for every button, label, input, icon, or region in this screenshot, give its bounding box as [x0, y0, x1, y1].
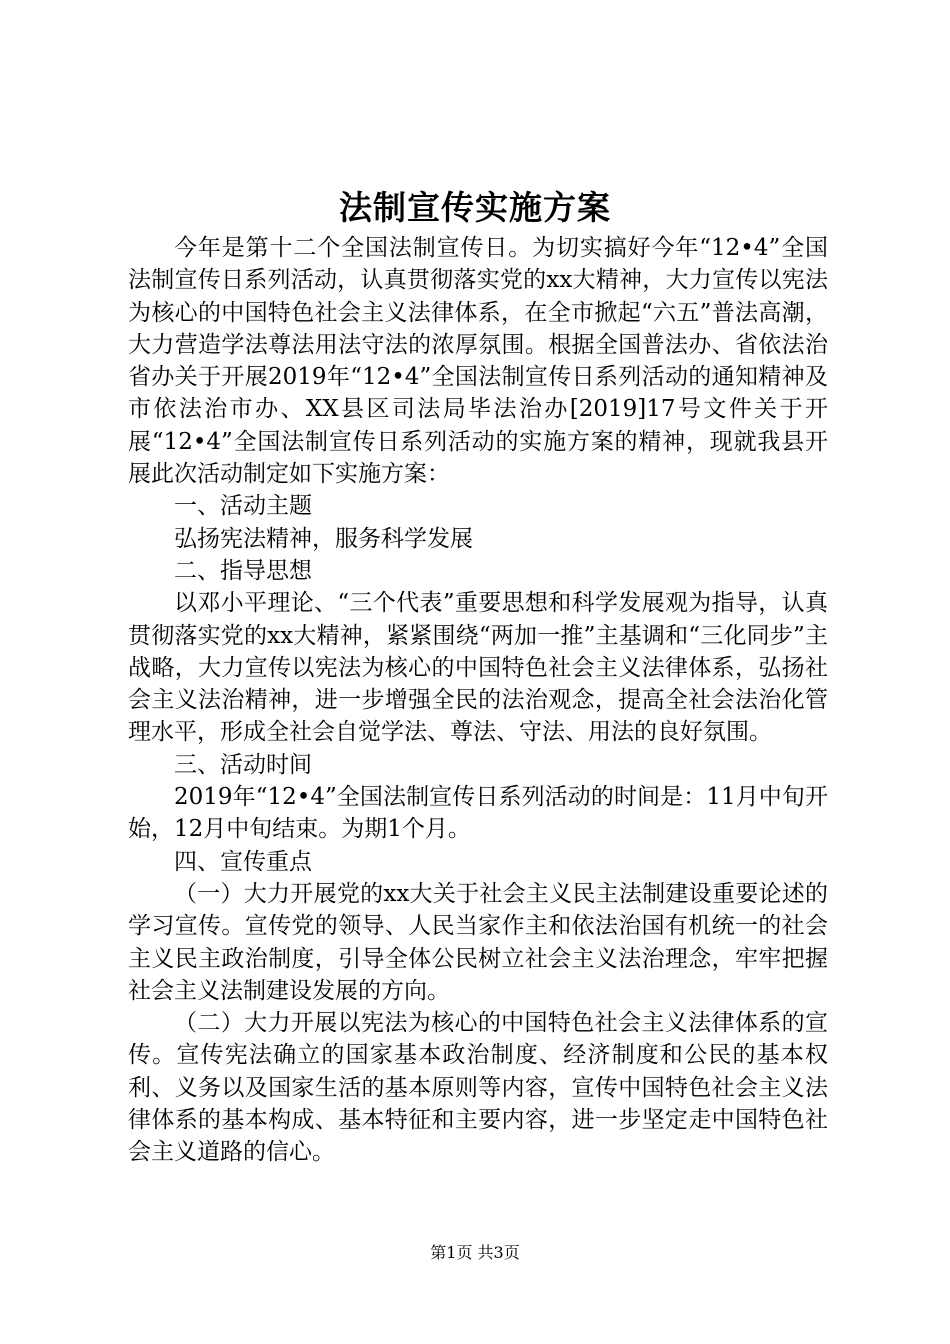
section-heading-guiding-ideology: 二、指导思想	[174, 557, 312, 584]
section-heading-activity-time: 三、活动时间	[174, 751, 312, 778]
publicity-focus-item-2: （二）大力开展以宪法为核心的中国特色社会主义法律体系的宣传。宣传宪法确立的国家基本政治制度、经济制度和公民的基本权利、义务以及国家生活的基本原则等内容，宣传中国特色社会主义法律体系的基本构成、基本特征和主要内容，进一步坚定走中国特色社会主义道路的信心。	[128, 1010, 828, 1166]
section-heading-theme: 一、活动主题	[174, 493, 312, 520]
intro-paragraph: 今年是第十二个全国法制宣传日。为切实搞好今年“12•4”全国法制宣传日系列活动，认真贯彻落实党的xx大精神，大力宣传以宪法为核心的中国特色社会主义法律体系，在全市掀起“六五”普法高潮，大力营造学法尊法用法守法的浓厚氛围。根据全国普法办、省依法治省办关于开展2019年“12•4”全国法制宣传日系列活动的通知精神及市依法治市办、XX县区司法局毕法治办[2019]17号文件关于开展“12•4”全国法制宣传日系列活动的实施方案的精神，现就我县开展此次活动制定如下实施方案：	[128, 235, 828, 488]
publicity-focus-item-1: （一）大力开展党的xx大关于社会主义民主法制建设重要论述的学习宣传。宣传党的领导、人民当家作主和依法治国有机统一的社会主义民主政治制度，引导全体公民树立社会主义法治理念，牢牢把握社会主义法制建设发展的方向。	[128, 880, 828, 1004]
document-body	[128, 232, 828, 1169]
document-title: 法制宣传实施方案	[339, 188, 611, 227]
theme-paragraph: 弘扬宪法精神，服务科学发展	[174, 525, 473, 552]
page-footer: 第1页 共3页	[430, 1243, 520, 1262]
activity-time-paragraph: 2019年“12•4”全国法制宣传日系列活动的时间是：11月中旬开始，12月中旬结束。为期1个月。	[128, 784, 828, 843]
section-heading-publicity-focus: 四、宣传重点	[174, 848, 312, 875]
guiding-ideology-paragraph: 以邓小平理论、“三个代表”重要思想和科学发展观为指导，认真贯彻落实党的xx大精神，紧紧围绕“两加一推”主基调和“三化同步”主战略，大力宣传以宪法为核心的中国特色社会主义法律体系，弘扬社会主义法治精神，进一步增强全民的法治观念，提高全社会法治化管理水平，形成全社会自觉学法、尊法、守法、用法的良好氛围。	[128, 590, 828, 746]
